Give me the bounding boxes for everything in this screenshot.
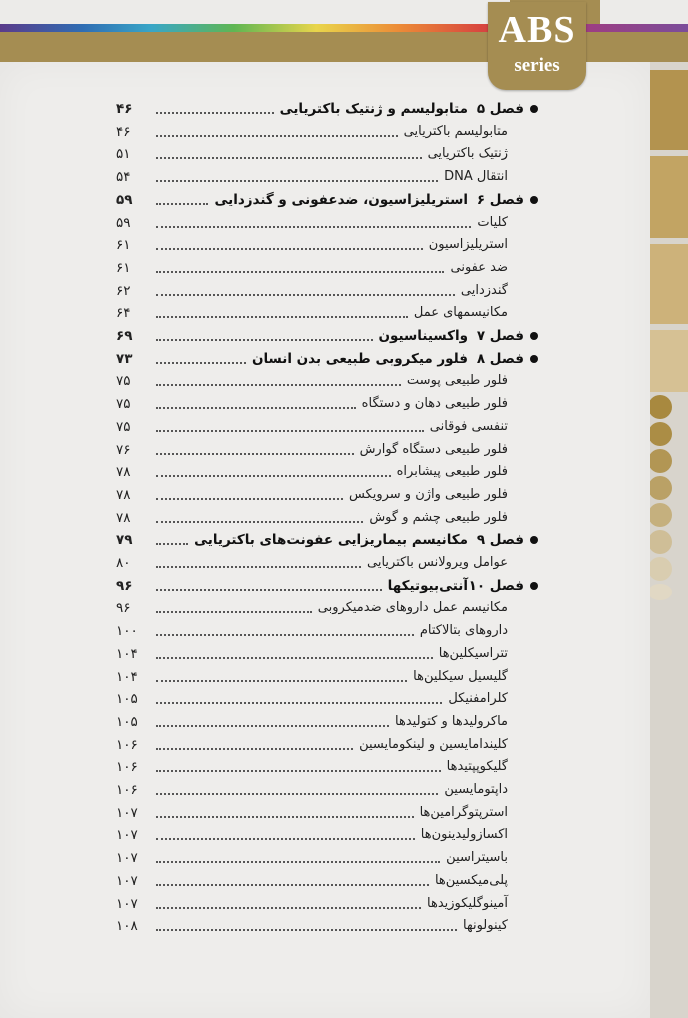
toc-entry-title: داروهای بتالاکتام xyxy=(419,623,508,638)
toc-dot-leader xyxy=(156,189,208,205)
toc-page-number: ۱۰۸ xyxy=(116,918,138,934)
toc-dot-leader xyxy=(156,666,407,682)
toc-entry-row[interactable] xyxy=(116,416,536,438)
toc-entry-row[interactable] xyxy=(116,597,536,619)
toc-page-number: ۷۸ xyxy=(116,510,131,526)
toc-page-number: ۱۰۷ xyxy=(116,873,138,889)
toc-dot-leader xyxy=(156,257,444,273)
chapter-bullet-icon xyxy=(530,536,538,544)
toc-chapter-title: آنتی‌بیوتیکها xyxy=(387,578,468,594)
header-paper-left xyxy=(0,0,510,24)
toc-chapter-row[interactable] xyxy=(116,98,536,120)
toc-chapter-row[interactable] xyxy=(116,189,536,211)
toc-entry-title: فلور طبیعی پوست xyxy=(406,373,508,388)
toc-entry-row[interactable] xyxy=(116,121,536,143)
toc-entry-title: کلیندامایسین و لینکومایسین xyxy=(359,737,508,752)
toc-dot-leader xyxy=(156,143,422,159)
toc-chapter-row[interactable] xyxy=(116,575,536,597)
toc-chapter-title: مکانیسم بیماریزایی عفونت‌های باکتریایی xyxy=(194,532,468,548)
toc-page-number: ۷۵ xyxy=(116,396,131,412)
toc-entry-row[interactable] xyxy=(116,847,536,869)
toc-page-number: ۱۰۷ xyxy=(116,805,138,821)
toc-entry-row[interactable] xyxy=(116,824,536,846)
toc-chapter-label: فصل ۹ xyxy=(476,532,524,548)
toc-page-number: ۵۱ xyxy=(116,146,131,162)
toc-page-number: ۶۴ xyxy=(116,305,131,321)
toc-chapter-row[interactable] xyxy=(116,348,536,370)
toc-entry-row[interactable] xyxy=(116,439,536,461)
toc-page-number: ۶۱ xyxy=(116,260,131,276)
toc-entry-title: ماکرولیدها و کتولیدها xyxy=(395,714,508,729)
toc-entry-row[interactable] xyxy=(116,734,536,756)
toc-entry-row[interactable] xyxy=(116,870,536,892)
toc-entry-row[interactable] xyxy=(116,552,536,574)
toc-dot-leader xyxy=(156,688,442,704)
toc-dot-leader xyxy=(156,643,433,659)
toc-entry-title: استریلیزاسیون xyxy=(428,237,508,252)
toc-entry-row[interactable] xyxy=(116,234,536,256)
toc-entry-row[interactable] xyxy=(116,212,536,234)
toc-chapter-label: فصل ۷ xyxy=(476,328,524,344)
toc-entry-title: باسیتراسین xyxy=(446,850,508,865)
toc-entry-row[interactable] xyxy=(116,756,536,778)
toc-entry-title: ژنتیک باکتریایی xyxy=(427,146,508,161)
toc-entry-title: گلیسیل سیکلین‌ها xyxy=(413,669,508,684)
toc-page-number: ۷۸ xyxy=(116,487,131,503)
toc-page-number: ۵۹ xyxy=(116,192,133,208)
toc-dot-leader xyxy=(156,439,354,455)
toc-entry-row[interactable] xyxy=(116,802,536,824)
toc-dot-leader xyxy=(156,507,363,523)
toc-entry-row[interactable] xyxy=(116,393,536,415)
toc-dot-leader xyxy=(156,393,356,409)
toc-page-number: ۴۶ xyxy=(116,101,133,117)
logo-main-text: ABS xyxy=(498,9,576,51)
toc-entry-title: داپتومایسین xyxy=(444,782,508,797)
toc-chapter-title: استریلیزاسیون، ضدعفونی و گندزدایی xyxy=(214,192,468,208)
toc-entry-row[interactable] xyxy=(116,370,536,392)
toc-chapter-label: فصل ۱۰ xyxy=(468,578,524,594)
decorative-dot xyxy=(648,422,672,446)
toc-entry-title: فلور طبیعی چشم و گوش xyxy=(369,510,508,525)
toc-entry-title: فلور طبیعی واژن و سرویکس xyxy=(348,487,508,502)
toc-entry-title: کینولونها xyxy=(463,918,508,933)
chapter-bullet-icon xyxy=(530,105,538,113)
toc-dot-leader xyxy=(156,597,312,613)
toc-dot-leader xyxy=(156,370,401,386)
toc-page-number: ۴۶ xyxy=(116,124,131,140)
chapter-bullet-icon xyxy=(530,196,538,204)
toc-page-number: ۱۰۶ xyxy=(116,782,138,798)
toc-dot-leader xyxy=(156,552,361,568)
toc-dot-leader xyxy=(156,166,438,182)
toc-page-number: ۱۰۷ xyxy=(116,827,138,843)
toc-entry-title: مکانیسم عمل داروهای ضدمیکروبی xyxy=(317,600,508,615)
toc-entry-title: استرپتوگرامین‌ها xyxy=(419,805,508,820)
toc-dot-leader xyxy=(156,461,391,477)
toc-entry-row[interactable] xyxy=(116,143,536,165)
header-paper-right xyxy=(600,0,688,24)
toc-dot-leader xyxy=(156,302,408,318)
toc-page-number: ۶۱ xyxy=(116,237,131,253)
decorative-dot xyxy=(648,530,672,554)
toc-entry-row[interactable] xyxy=(116,507,536,529)
toc-dot-leader xyxy=(156,756,441,772)
toc-chapter-title: متابولیسم و ژنتیک باکتریایی xyxy=(279,101,468,117)
toc-chapter-label: فصل ۸ xyxy=(476,351,524,367)
chapter-bullet-icon xyxy=(530,332,538,340)
toc-chapter-row[interactable] xyxy=(116,529,536,551)
toc-page-number: ۷۹ xyxy=(116,532,133,548)
toc-dot-leader xyxy=(156,870,429,886)
toc-dot-leader xyxy=(156,802,414,818)
toc-chapter-label: فصل ۵ xyxy=(476,101,524,117)
toc-page-number: ۱۰۵ xyxy=(116,691,138,707)
toc-page-number: ۶۹ xyxy=(116,328,133,344)
toc-entry-title: پلی‌میکسین‌ها xyxy=(434,873,508,888)
logo-sub-text: series xyxy=(514,55,560,76)
toc-chapter-row[interactable] xyxy=(116,325,536,347)
toc-dot-leader xyxy=(156,484,343,500)
toc-dot-leader xyxy=(156,121,398,137)
toc-dot-leader xyxy=(156,915,457,931)
decorative-dot xyxy=(648,449,672,473)
toc-dot-leader xyxy=(156,280,455,296)
toc-page-number: ۱۰۷ xyxy=(116,896,138,912)
toc-page-number: ۵۹ xyxy=(116,215,131,231)
thumb-tab xyxy=(648,244,688,324)
toc-page-number: ۱۰۴ xyxy=(116,646,138,662)
toc-page-number: ۹۶ xyxy=(116,578,133,594)
toc-entry-title: تنفسی فوقانی xyxy=(429,419,508,434)
toc-entry-title: کلیات xyxy=(477,215,508,230)
toc-entry-row[interactable] xyxy=(116,620,536,642)
toc-entry-row[interactable] xyxy=(116,711,536,733)
toc-entry-row[interactable] xyxy=(116,302,536,324)
toc-page-number: ۷۸ xyxy=(116,464,131,480)
toc-entry-row[interactable] xyxy=(116,893,536,915)
toc-dot-leader xyxy=(156,711,389,727)
decorative-dot xyxy=(648,476,672,500)
toc-entry-title: فلور طبیعی پیشابراه xyxy=(396,464,508,479)
toc-chapter-title: واکسیناسیون xyxy=(378,328,468,344)
toc-page-number: ۱۰۶ xyxy=(116,737,138,753)
toc-dot-leader xyxy=(156,824,415,840)
toc-entry-title: متابولیسم باکتریایی xyxy=(403,124,508,139)
toc-page-number: ۱۰۶ xyxy=(116,759,138,775)
toc-entry-title: انتقال DNA xyxy=(444,169,508,184)
toc-dot-leader xyxy=(156,893,421,909)
decorative-dot xyxy=(648,503,672,527)
decorative-dot xyxy=(648,584,672,600)
toc-dot-leader xyxy=(156,416,424,432)
toc-page-number: ۱۰۴ xyxy=(116,669,138,685)
toc-dot-leader xyxy=(156,529,188,545)
toc-page-number: ۷۵ xyxy=(116,373,131,389)
toc-page-number: ۷۳ xyxy=(116,351,133,367)
toc-page-number: ۱۰۰ xyxy=(116,623,138,639)
thumb-tab xyxy=(648,156,688,238)
toc-entry-row[interactable] xyxy=(116,643,536,665)
toc-page-number: ۱۰۷ xyxy=(116,850,138,866)
toc-dot-leader xyxy=(156,325,373,341)
toc-entry-title: فلور طبیعی دستگاه گوارش xyxy=(359,442,508,457)
toc-dot-leader xyxy=(156,348,246,364)
toc-entry-row[interactable] xyxy=(116,166,536,188)
abs-series-logo xyxy=(488,2,586,90)
thumb-tab xyxy=(648,330,688,392)
toc-entry-row[interactable] xyxy=(116,779,536,801)
chapter-bullet-icon xyxy=(530,355,538,363)
toc-page-number: ۸۰ xyxy=(116,555,131,571)
toc-dot-leader xyxy=(156,212,471,228)
chapter-bullet-icon xyxy=(530,582,538,590)
toc-entry-title: گلیکوپپتیدها xyxy=(446,759,508,774)
toc-entry-title: اکسازولیدینون‌ها xyxy=(420,827,508,842)
thumb-tab xyxy=(648,70,688,150)
toc-entry-row[interactable] xyxy=(116,280,536,302)
toc-entry-title: ضد عفونی xyxy=(450,260,508,275)
toc-entry-row[interactable] xyxy=(116,484,536,506)
toc-page-number: ۹۶ xyxy=(116,600,131,616)
toc-entry-title: گندزدایی xyxy=(460,283,508,298)
toc-entry-title: کلرامفنیکل xyxy=(448,691,508,706)
toc-entry-row[interactable] xyxy=(116,688,536,710)
toc-page-number: ۶۲ xyxy=(116,283,131,299)
toc-dot-leader xyxy=(156,779,438,795)
toc-dot-leader xyxy=(156,620,414,636)
toc-dot-leader xyxy=(156,98,274,114)
toc-entry-title: عوامل ویرولانس باکتریایی xyxy=(366,555,508,570)
toc-page-number: ۷۵ xyxy=(116,419,131,435)
decorative-dot xyxy=(648,557,672,581)
toc-chapter-title: فلور میکروبی طبیعی بدن انسان xyxy=(251,351,468,367)
toc-entry-title: آمینوگلیکوزیدها xyxy=(427,896,508,911)
toc-entry-row[interactable] xyxy=(116,461,536,483)
toc-entry-row[interactable] xyxy=(116,257,536,279)
toc-entry-row[interactable] xyxy=(116,666,536,688)
toc-entry-title: مکانیسمهای عمل xyxy=(413,305,508,320)
toc-entry-title: فلور طبیعی دهان و دستگاه xyxy=(361,396,508,411)
toc-chapter-label: فصل ۶ xyxy=(476,192,524,208)
toc-page-number: ۱۰۵ xyxy=(116,714,138,730)
toc-dot-leader xyxy=(156,734,353,750)
toc-page-number: ۵۴ xyxy=(116,169,131,185)
toc-entry-title: تتراسیکلین‌ها xyxy=(438,646,508,661)
toc-dot-leader xyxy=(156,847,440,863)
toc-dot-leader xyxy=(156,575,382,591)
decorative-dot xyxy=(648,395,672,419)
toc-dot-leader xyxy=(156,234,423,250)
toc-page-number: ۷۶ xyxy=(116,442,131,458)
toc-entry-row[interactable] xyxy=(116,915,536,937)
